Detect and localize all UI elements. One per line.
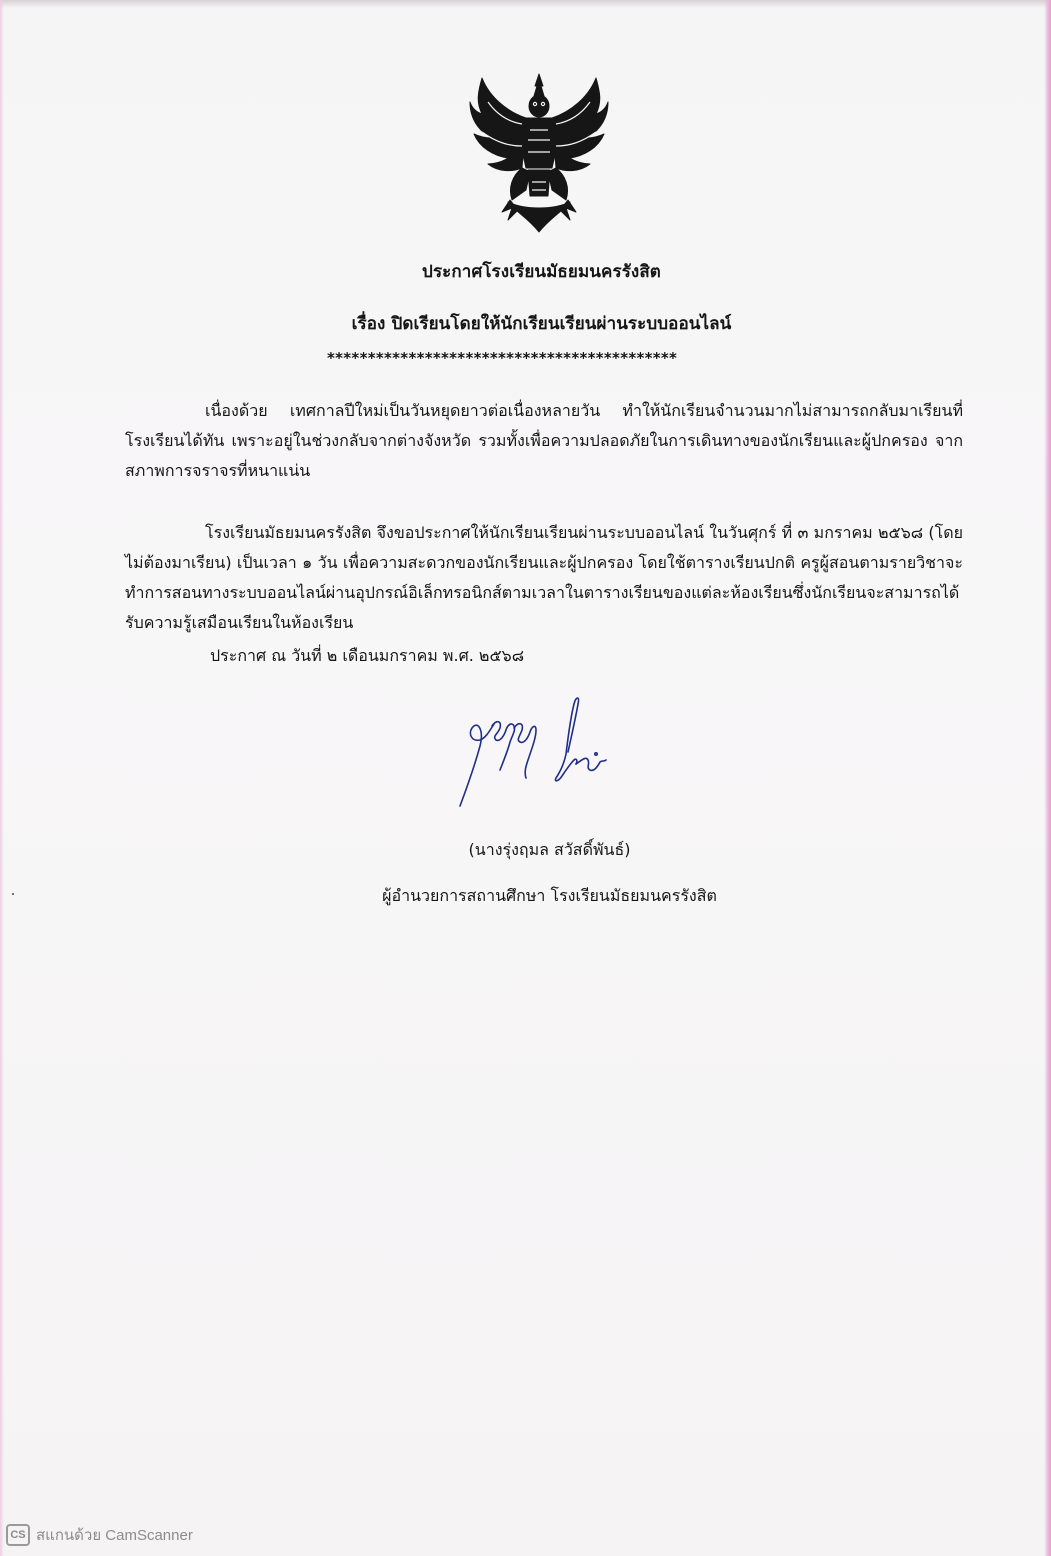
paragraph-announcement: โรงเรียนมัธยมนครรังสิต จึงขอประกาศให้นักเรียนเรียนผ่านระบบออนไลน์ ในวันศุกร์ ที่ ๓ มกราคม ๒๕๖๘ (โดยไม่ต้องมาเรียน) เป็นเวลา ๑ วัน เพื่อความสะดวกของนักเรียนและผู้ปกครอง โดยใช้ตารางเรียนปกติ ครูผู้สอนตามรายวิชาจะทำการสอนทางระบบออนไลน์ผ่านอุปกรณ์อิเล็กทรอนิกส์ตามเวลาในตารางเรียนของแต่ละห้องเรียนซึ่งนักเรียนจะสามารถได้รับความรู้เสมือนเรียนในห้องเรียน [125,523,963,632]
camscanner-watermark [6,1522,193,1548]
signer-name: (นางรุ่งฤมล สวัสดิ์พันธ์) [468,840,631,859]
announce-date: ประกาศ ณ วันที่ ๒ เดือนมกราคม พ.ศ. ๒๕๖๘ [210,646,525,665]
page-top-edge [0,0,1051,8]
document-title: ประกาศโรงเรียนมัธยมนครรังสิต [422,262,661,282]
document-subject: เรื่อง ปิดเรียนโดยให้นักเรียนเรียนผ่านระบบออนไลน์ [351,314,732,334]
handwritten-signature [450,690,630,820]
paragraph-reason: เนื่องด้วย เทศกาลปีใหม่เป็นวันหยุดยาวต่อเนื่องหลายวัน ทำให้นักเรียนจำนวนมากไม่สามารถกลับมาเรียนที่โรงเรียนได้ทัน เพราะอยู่ในช่วงกลับจากต่างจังหวัด รวมทั้งเพื่อความปลอดภัยในการเดินทางของนักเรียนและผู้ปกครอง จากสภาพการจราจรที่หนาแน่น [125,401,963,480]
garuda-emblem-icon [468,72,610,234]
page-left-edge [0,0,4,1556]
camscanner-logo-icon: CS [6,1524,30,1546]
page-right-edge [1044,0,1051,1556]
scan-speck [12,893,14,895]
separator-line: ******************************************* [327,349,678,367]
signer-position: ผู้อำนวยการสถานศึกษา โรงเรียนมัธยมนครรังสิต [382,886,717,905]
watermark-text: สแกนด้วย CamScanner [36,1527,193,1544]
